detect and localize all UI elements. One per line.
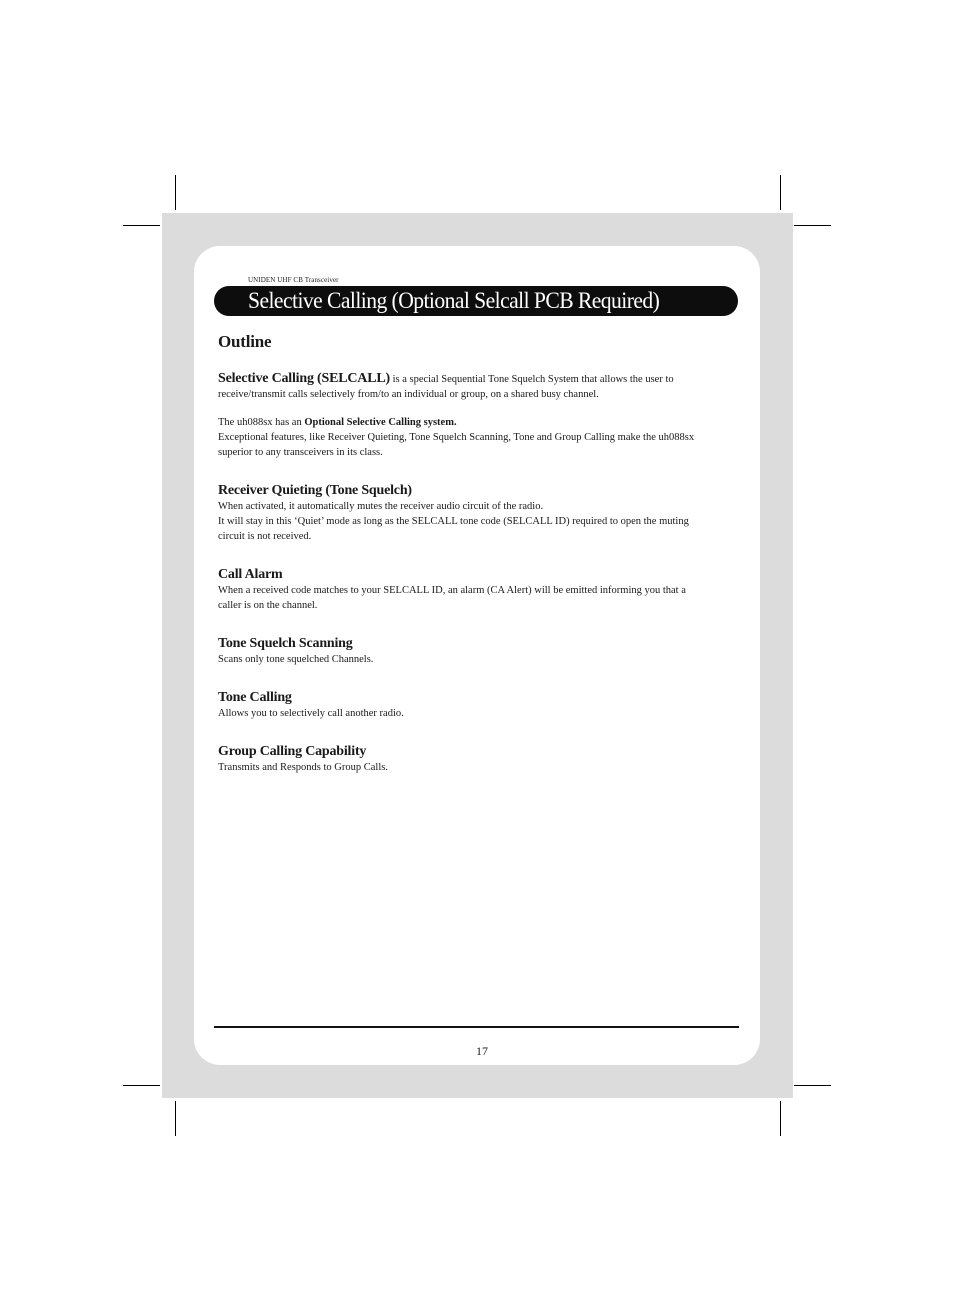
section-heading: Group Calling Capability (218, 744, 367, 759)
title-banner (214, 286, 738, 316)
intro-line-2: receive/transmit calls selectively from/to an individual or group, on a shared busy channel. (218, 389, 599, 400)
section-call-alarm (218, 566, 718, 613)
section-heading: Tone Calling (218, 690, 292, 705)
footer-rule (214, 1026, 739, 1028)
crop-mark-bottom-right-v (780, 1101, 781, 1136)
section-heading: Call Alarm (218, 567, 283, 582)
crop-mark-top-right-h (794, 225, 831, 226)
page-number: 17 (476, 1044, 488, 1058)
section-receiver-quieting (218, 482, 718, 544)
section-heading: Tone Squelch Scanning (218, 636, 353, 651)
model-paragraph (218, 415, 718, 460)
section-line: It will stay in this ‘Quiet’ mode as long as the SELCALL tone code (SELCALL ID) required to open the muting (218, 516, 689, 527)
section-line: Transmits and Responds to Group Calls. (218, 762, 388, 773)
running-head: UNIDEN UHF CB Transceiver (248, 276, 339, 284)
crop-mark-bottom-left-h (123, 1085, 160, 1086)
section-body (218, 760, 718, 775)
section-body (218, 652, 718, 667)
features-line-2: superior to any transceivers in its class. (218, 447, 383, 458)
section-tone-calling (218, 689, 718, 721)
section-body (218, 583, 718, 613)
section-tone-squelch-scanning (218, 635, 718, 667)
section-line: When a received code matches to your SELCALL ID, an alarm (CA Alert) will be emitted informing you that a (218, 585, 686, 596)
crop-mark-top-left-h (123, 225, 160, 226)
crop-mark-top-right-v (780, 175, 781, 210)
crop-mark-bottom-right-h (794, 1085, 831, 1086)
section-line: Allows you to selectively call another radio. (218, 708, 404, 719)
crop-mark-top-left-v (175, 175, 176, 210)
model-bold: Optional Selective Calling system. (304, 417, 457, 428)
section-heading: Receiver Quieting (Tone Squelch) (218, 483, 412, 498)
section-line: caller is on the channel. (218, 600, 318, 611)
section-group-calling (218, 743, 718, 775)
model-prefix: The uh088sx has an (218, 417, 302, 428)
intro-paragraph (218, 371, 718, 402)
section-line: When activated, it automatically mutes the receiver audio circuit of the radio. (218, 501, 544, 512)
section-body (218, 499, 718, 544)
page-title: Selective Calling (Optional Selcall PCB Required) (248, 288, 660, 313)
crop-mark-bottom-left-v (175, 1101, 176, 1136)
features-line-1: Exceptional features, like Receiver Quieting, Tone Squelch Scanning, Tone and Group Calling make the uh088sx (218, 432, 695, 443)
content-body (218, 332, 718, 775)
outline-heading: Outline (218, 332, 272, 351)
intro-line-1: is a special Sequential Tone Squelch System that allows the user to (392, 374, 674, 385)
manual-page (194, 246, 760, 1065)
section-body (218, 706, 718, 721)
intro-lead: Selective Calling (SELCALL) (218, 371, 390, 386)
section-line: circuit is not received. (218, 531, 312, 542)
section-line: Scans only tone squelched Channels. (218, 654, 374, 665)
